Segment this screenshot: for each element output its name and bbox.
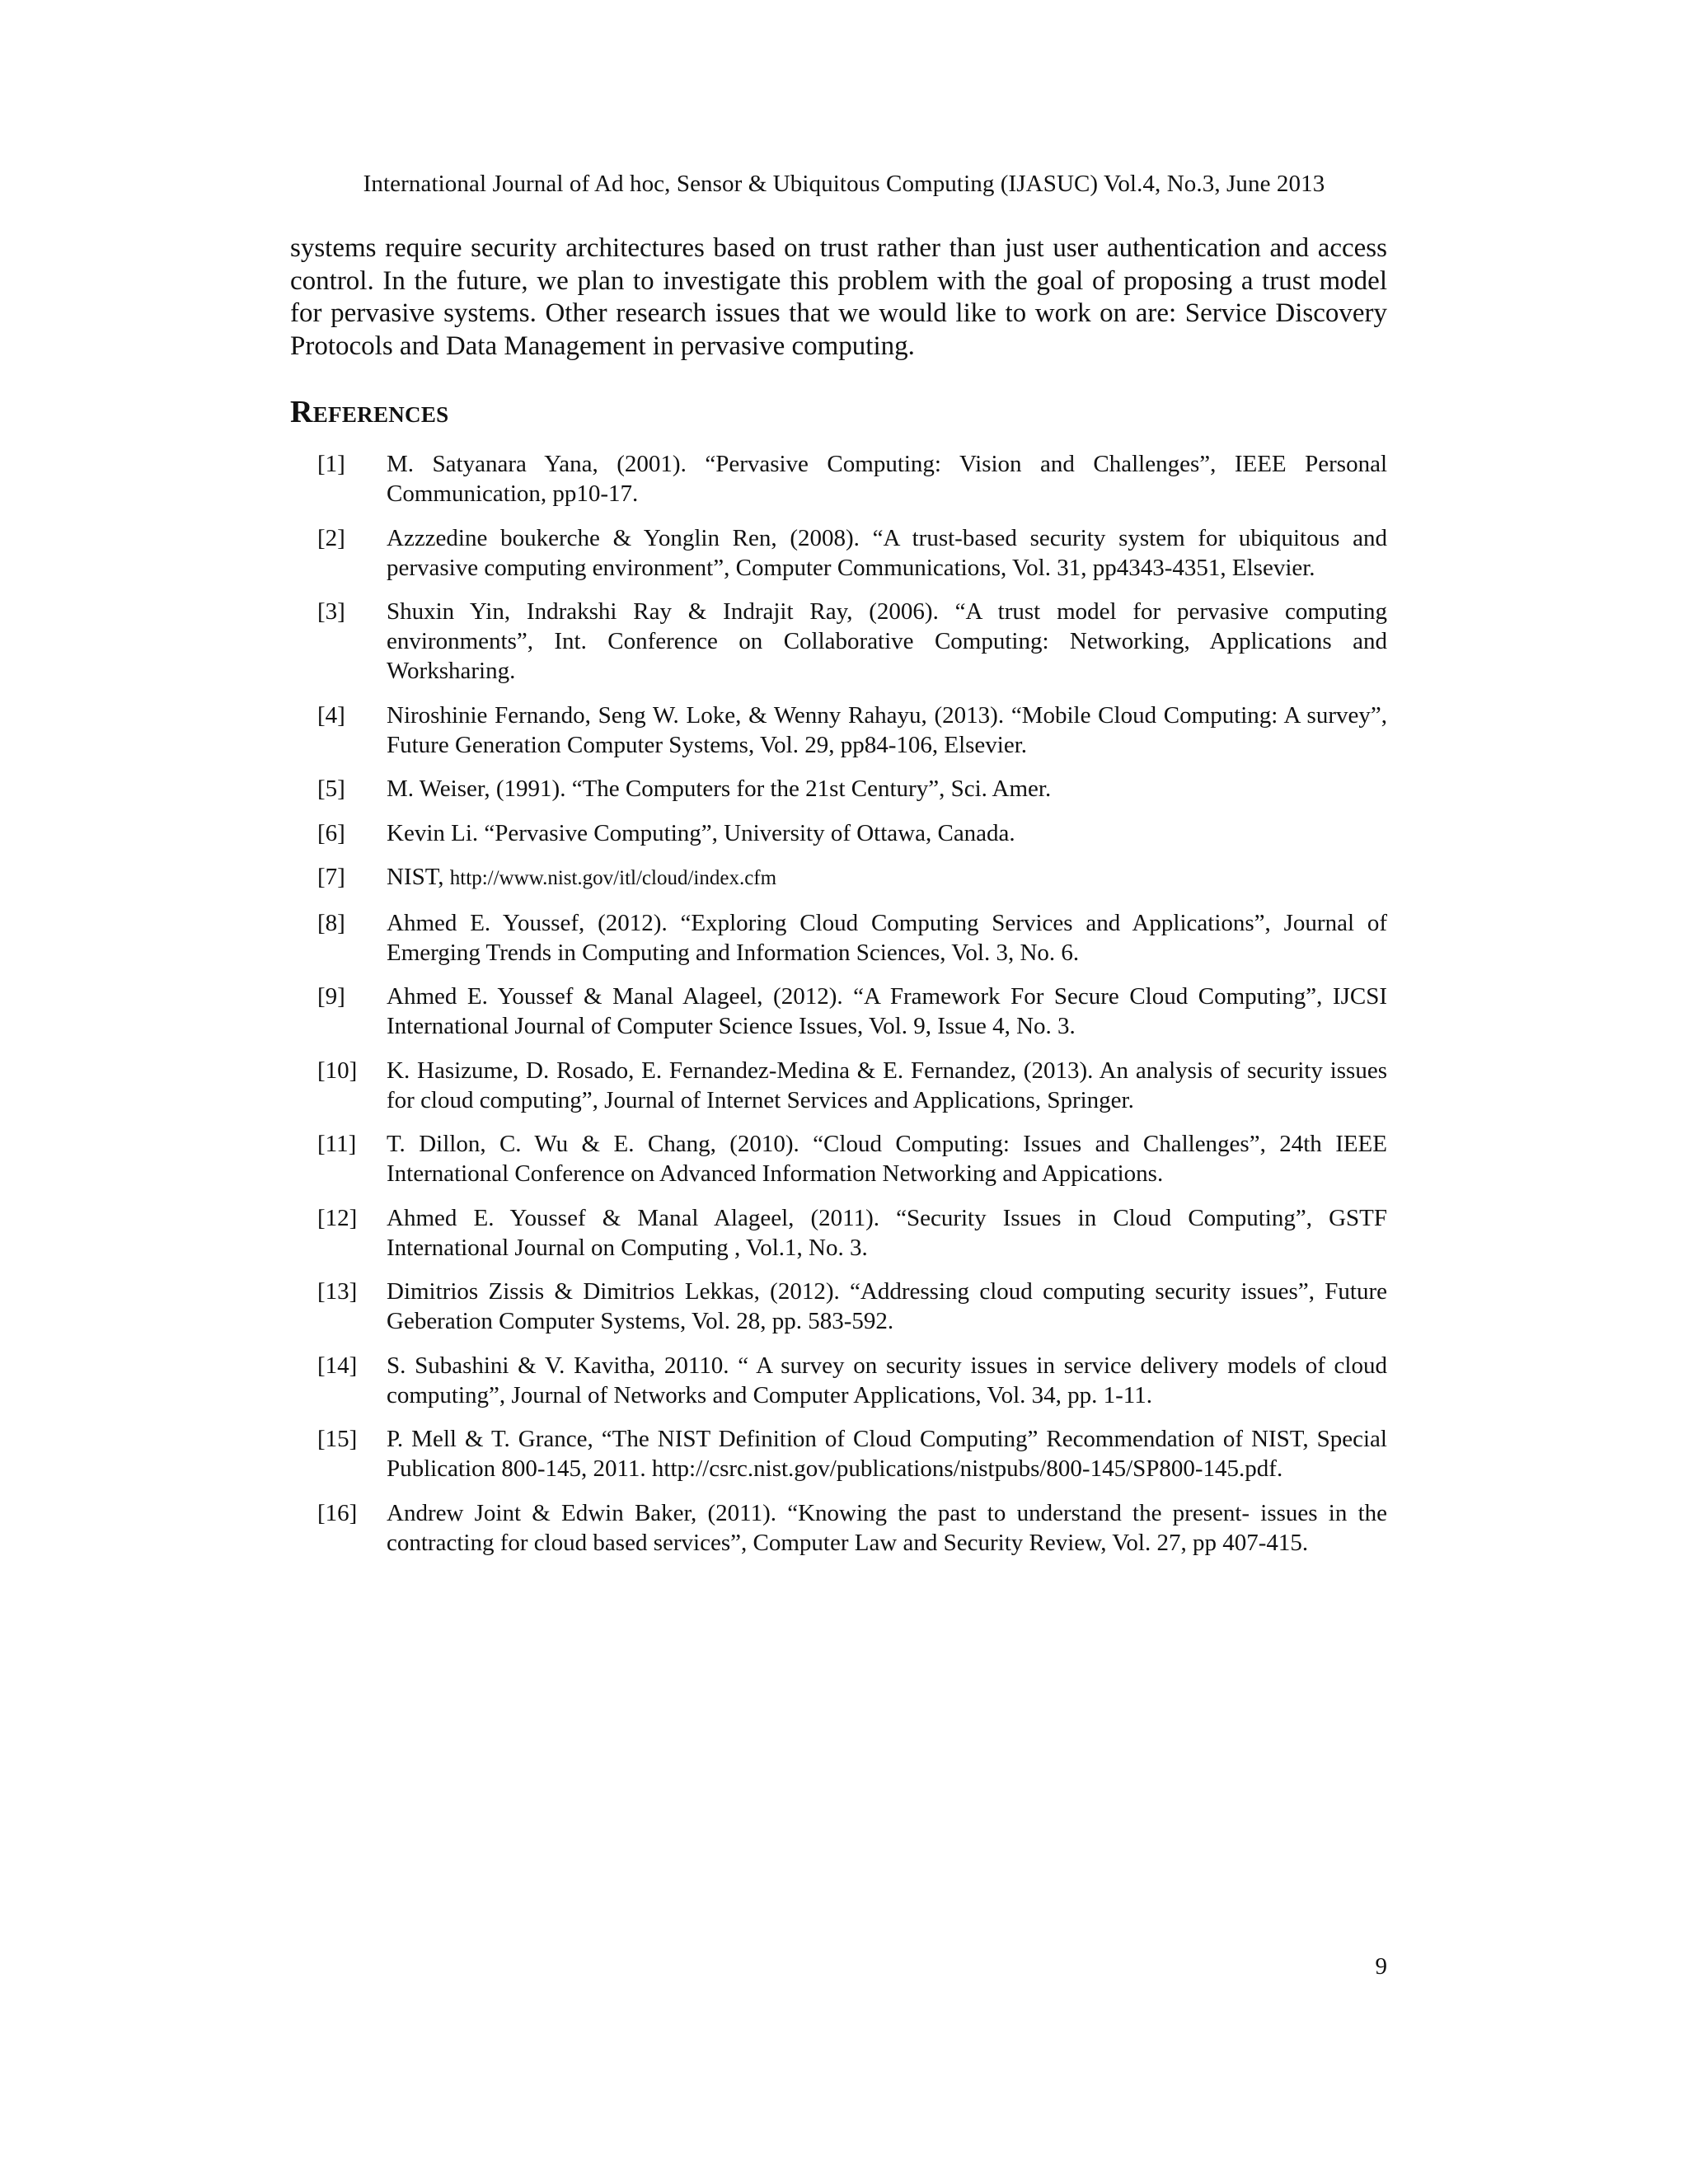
reference-number: [5]: [317, 776, 345, 802]
conclusion-paragraph-block: [290, 232, 1387, 363]
reference-text: Niroshinie Fernando, Seng W. Loke, & Wenny Rahayu, (2013). “Mobile Cloud Computing: A survey”, Future Generation Computer Systems, Vol. 29, pp84-106, Elsevier.: [387, 701, 1387, 758]
reference-item-8: [317, 908, 1387, 968]
reference-item-15: [317, 1424, 1387, 1483]
reference-url-link[interactable]: http://www.nist.gov/itl/cloud/index.cfm: [449, 867, 777, 889]
reference-item-16: [317, 1498, 1387, 1558]
reference-number: [7]: [317, 864, 345, 890]
reference-text: K. Hasizume, D. Rosado, E. Fernandez-Medina & E. Fernandez, (2013). An analysis of security issues for cloud computing”, Journal of Internet Services and Applications, Springer.: [387, 1057, 1387, 1113]
reference-item-10: [317, 1056, 1387, 1115]
reference-number: [1]: [317, 451, 345, 477]
reference-prefix: NIST,: [387, 864, 450, 890]
reference-text: Ahmed E. Youssef & Manal Alageel, (2012). “A Framework For Secure Cloud Computing”, IJCSI International Journal of Computer Science Issues, Vol. 9, Issue 4, No. 3.: [387, 983, 1387, 1039]
reference-number: [9]: [317, 983, 345, 1010]
reference-number: [3]: [317, 598, 345, 625]
running-header: International Journal of Ad hoc, Sensor & Ubiquitous Computing (IJASUC) Vol.4, No.3, June 2013: [363, 171, 1325, 197]
reference-item-4: [317, 701, 1387, 760]
reference-list: [317, 449, 1387, 1572]
reference-item-11: [317, 1129, 1387, 1188]
reference-text: Kevin Li. “Pervasive Computing”, University of Ottawa, Canada.: [387, 819, 1015, 846]
reference-item-14: [317, 1351, 1387, 1410]
reference-number: [13]: [317, 1278, 358, 1305]
reference-text: Andrew Joint & Edwin Baker, (2011). “Knowing the past to understand the present- issues in the contracting for cloud based services”, Computer Law and Security Review, Vol. 27, pp 407-415.: [387, 1499, 1387, 1556]
page-number: 9: [1375, 1953, 1387, 1980]
reference-number: [11]: [317, 1131, 357, 1157]
reference-number: [6]: [317, 819, 345, 846]
reference-number: [14]: [317, 1352, 358, 1379]
reference-number: [15]: [317, 1426, 358, 1452]
reference-number: [4]: [317, 701, 345, 729]
reference-text: Dimitrios Zissis & Dimitrios Lekkas, (2012). “Addressing cloud computing security issues”, Future Geberation Computer Systems, Vol. 28, pp. 583-592.: [387, 1278, 1387, 1334]
reference-text: S. Subashini & V. Kavitha, 20110. “ A survey on security issues in service delivery models of cloud computing”, Journal of Networks and Computer Applications, Vol. 34, pp. 1-11.: [387, 1352, 1387, 1408]
reference-item-3: [317, 597, 1387, 686]
reference-item-12: [317, 1203, 1387, 1263]
reference-item-13: [317, 1277, 1387, 1336]
reference-number: [12]: [317, 1204, 358, 1231]
reference-number: [2]: [317, 524, 345, 551]
reference-item-9: [317, 982, 1387, 1041]
reference-number: [16]: [317, 1499, 358, 1526]
reference-text: T. Dillon, C. Wu & E. Chang, (2010). “Cloud Computing: Issues and Challenges”, 24th IEEE International Conference on Advanced Information Networking and Appications.: [387, 1131, 1387, 1187]
reference-text: Shuxin Yin, Indrakshi Ray & Indrajit Ray, (2006). “A trust model for pervasive computing environments”, Int. Conference on Collaborative Computing: Networking, Applications and Worksharing.: [387, 598, 1387, 684]
references-heading: References: [290, 395, 449, 429]
reference-number: [10]: [317, 1057, 358, 1084]
conclusion-paragraph: systems require security architectures based on trust rather than just user authentication and access control. In the future, we plan to investigate this problem with the goal of proposing a trust model for pervasive systems. Other research issues that we would like to work on are: Service Discovery Protocols and Data Management in pervasive computing.: [290, 233, 1387, 361]
reference-item-2: [317, 523, 1387, 583]
reference-text: Ahmed E. Youssef & Manal Alageel, (2011). “Security Issues in Cloud Computing”, GSTF International Journal on Computing , Vol.1, No. 3.: [387, 1204, 1387, 1261]
reference-item-7: [317, 862, 1387, 893]
reference-text: Azzzedine boukerche & Yonglin Ren, (2008). “A trust-based security system for ubiquitous and pervasive computing environment”, Computer Communications, Vol. 31, pp4343-4351, Elsevier.: [387, 524, 1387, 581]
reference-text: Ahmed E. Youssef, (2012). “Exploring Cloud Computing Services and Applications”, Journal of Emerging Trends in Computing and Information Sciences, Vol. 3, No. 6.: [387, 909, 1387, 966]
reference-item-5: [317, 774, 1387, 804]
reference-text: M. Weiser, (1991). “The Computers for the 21st Century”, Sci. Amer.: [387, 776, 1052, 802]
reference-number: [8]: [317, 909, 345, 936]
reference-item-6: [317, 818, 1387, 848]
reference-text: [387, 862, 1387, 893]
reference-text: M. Satyanara Yana, (2001). “Pervasive Computing: Vision and Challenges”, IEEE Personal Communication, pp10-17.: [387, 451, 1387, 507]
reference-item-1: [317, 449, 1387, 509]
reference-text: P. Mell & T. Grance, “The NIST Definition of Cloud Computing” Recommendation of NIST, Special Publication 800-145, 2011. http://csrc.nist.gov/publications/nistpubs/800-145/SP800-145.pdf.: [387, 1426, 1387, 1482]
